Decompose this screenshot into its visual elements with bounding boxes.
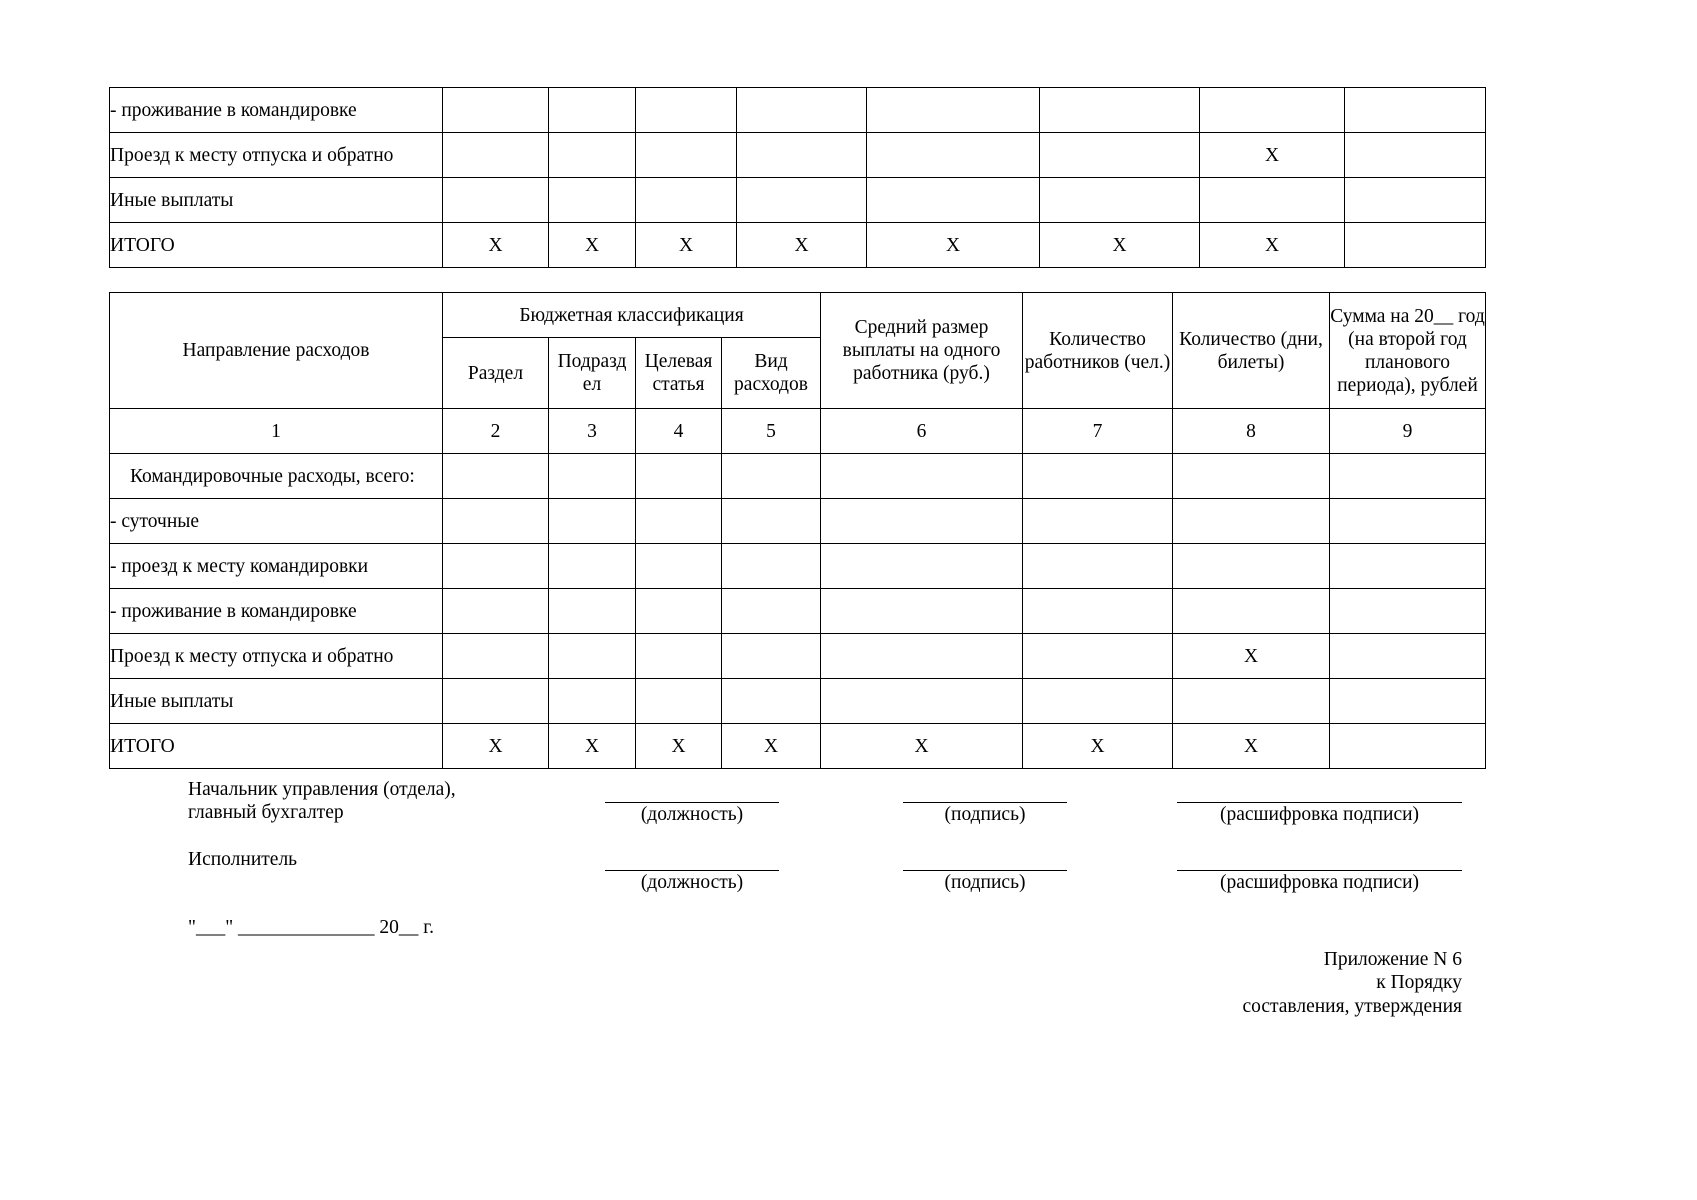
table-cell (636, 178, 737, 223)
column-number: 1 (110, 409, 443, 454)
appendix-line2: к Порядку (1376, 972, 1462, 994)
head-position-caption: (должность) (640, 804, 744, 825)
column-number: 3 (549, 409, 636, 454)
table-row (110, 178, 1486, 223)
table-cell (821, 499, 1023, 544)
row-label: - проживание в командировке (110, 589, 443, 634)
table-cell (1173, 454, 1330, 499)
table-cell (1330, 634, 1486, 679)
table-cell (549, 589, 636, 634)
table-cell: X (636, 724, 722, 769)
table-cell (1330, 499, 1486, 544)
row-label: - проживание в командировке (110, 88, 443, 133)
table-cell (1330, 679, 1486, 724)
header-quantity: Количество (дни, билеты) (1173, 293, 1330, 409)
table-cell (1345, 88, 1486, 133)
table-row (110, 88, 1486, 133)
table-cell (549, 544, 636, 589)
row-label: Иные выплаты (110, 178, 443, 223)
table-cell (549, 454, 636, 499)
header-workers-count: Количество работников (чел.) (1023, 293, 1173, 409)
table-cell: X (867, 223, 1040, 268)
head-signature-line (903, 802, 1067, 803)
table-cell (636, 634, 722, 679)
table-cell (549, 133, 636, 178)
executor-decoding-line (1177, 870, 1462, 871)
table-cell (1173, 499, 1330, 544)
head-decoding-line (1177, 802, 1462, 803)
head-label-line1: Начальник управления (отдела), (188, 779, 456, 800)
table-row (110, 544, 1486, 589)
header-expense-type: Вид расходов (722, 338, 821, 409)
table-cell (1173, 679, 1330, 724)
column-number: 8 (1173, 409, 1330, 454)
appendix-line1: Приложение N 6 (1323, 949, 1462, 970)
table-cell (636, 679, 722, 724)
header-direction: Направление расходов (110, 293, 443, 409)
table-cell (1023, 499, 1173, 544)
column-number: 7 (1023, 409, 1173, 454)
row-label: - проезд к месту командировки (110, 544, 443, 589)
table-cell (636, 88, 737, 133)
table-cell (1040, 88, 1200, 133)
table-cell (867, 88, 1040, 133)
table-cell (821, 589, 1023, 634)
table-cell (867, 178, 1040, 223)
head-signature-caption: (подпись) (944, 804, 1026, 825)
table-row (110, 223, 1486, 268)
table-cell: X (722, 724, 821, 769)
table-cell (821, 634, 1023, 679)
column-number: 5 (722, 409, 821, 454)
table-cell (1173, 589, 1330, 634)
table-cell (1023, 544, 1173, 589)
table-cell (636, 499, 722, 544)
table-cell (1040, 178, 1200, 223)
header-section: Раздел (443, 338, 549, 409)
head-decoding-caption: (расшифровка подписи) (1219, 804, 1420, 825)
table-cell (821, 679, 1023, 724)
table-cell (1330, 724, 1486, 769)
table-cell (821, 544, 1023, 589)
header-subsection: Подразд ел (549, 338, 636, 409)
table-cell: X (549, 223, 636, 268)
table-cell (443, 679, 549, 724)
table-cell (443, 178, 549, 223)
table-row (110, 724, 1486, 769)
table-cell (443, 499, 549, 544)
table-cell (443, 634, 549, 679)
table-cell (1200, 88, 1345, 133)
table-row (110, 679, 1486, 724)
table-cell (443, 133, 549, 178)
table-cell: X (821, 724, 1023, 769)
table-cell: X (1173, 634, 1330, 679)
head-label (188, 778, 456, 825)
column-number: 2 (443, 409, 549, 454)
column-number: 4 (636, 409, 722, 454)
header-budget-classification: Бюджетная классификация (443, 293, 821, 338)
table-cell (549, 499, 636, 544)
table-cell (636, 544, 722, 589)
table-cell: X (1173, 724, 1330, 769)
expenses-table-continuation (109, 87, 1486, 268)
table-cell (722, 499, 821, 544)
table-cell (722, 679, 821, 724)
table-cell (1330, 544, 1486, 589)
table-cell (443, 454, 549, 499)
header-sum: Сумма на 20__ год (на второй год планового периода), рублей (1330, 293, 1486, 409)
table-cell (1330, 454, 1486, 499)
row-label: ИТОГО (110, 223, 443, 268)
table-cell (737, 88, 867, 133)
row-label: Проезд к месту отпуска и обратно (110, 634, 443, 679)
table-cell: X (1200, 223, 1345, 268)
table-cell: X (443, 724, 549, 769)
table-cell (443, 589, 549, 634)
table-cell (1023, 589, 1173, 634)
appendix-line3: составления, утверждения (1242, 995, 1462, 1017)
table-cell (1345, 133, 1486, 178)
table-cell: X (1040, 223, 1200, 268)
table-cell (1345, 178, 1486, 223)
table-cell (443, 88, 549, 133)
table-row (110, 634, 1486, 679)
travel-expenses-table (109, 292, 1486, 769)
head-position-line (605, 802, 779, 803)
table-cell (636, 454, 722, 499)
column-number: 6 (821, 409, 1023, 454)
row-label: Проезд к месту отпуска и обратно (110, 133, 443, 178)
column-numbers-row (110, 409, 1486, 454)
executor-decoding-caption: (расшифровка подписи) (1219, 872, 1420, 893)
table-cell: X (636, 223, 737, 268)
table-cell (1200, 178, 1345, 223)
table-row (110, 133, 1486, 178)
table-cell (1040, 133, 1200, 178)
table-cell (737, 133, 867, 178)
table-cell (722, 634, 821, 679)
row-label: Командировочные расходы, всего: (110, 454, 443, 499)
header-target-article: Целевая статья (636, 338, 722, 409)
executor-position-caption: (должность) (640, 872, 744, 893)
column-number: 9 (1330, 409, 1486, 454)
table-cell (1023, 454, 1173, 499)
table-cell (549, 178, 636, 223)
row-label: - суточные (110, 499, 443, 544)
table-cell (821, 454, 1023, 499)
table-cell (737, 178, 867, 223)
table-row (110, 589, 1486, 634)
table-cell: X (549, 724, 636, 769)
date-line: "___" ______________ 20__ г. (188, 917, 434, 938)
table-cell (1023, 634, 1173, 679)
table-cell (1345, 223, 1486, 268)
table-row (110, 454, 1486, 499)
table-cell (549, 88, 636, 133)
table-cell (636, 589, 722, 634)
table-cell: X (737, 223, 867, 268)
table-cell (443, 544, 549, 589)
head-label-line2: главный бухгалтер (188, 802, 344, 824)
appendix-note (1242, 948, 1462, 1018)
table-cell (722, 589, 821, 634)
header-average-payment: Средний размер выплаты на одного работника (руб.) (821, 293, 1023, 409)
table-cell (1330, 589, 1486, 634)
executor-signature-caption: (подпись) (944, 872, 1026, 893)
row-label: Иные выплаты (110, 679, 443, 724)
table-cell: X (1200, 133, 1345, 178)
table-cell: X (443, 223, 549, 268)
table-cell (722, 454, 821, 499)
table-cell (1023, 679, 1173, 724)
table-cell (1173, 544, 1330, 589)
table-cell: X (1023, 724, 1173, 769)
table-row (110, 499, 1486, 544)
table-cell (867, 133, 1040, 178)
table-cell (549, 634, 636, 679)
table-cell (636, 133, 737, 178)
table-cell (549, 679, 636, 724)
table-cell (722, 544, 821, 589)
row-label: ИТОГО (110, 724, 443, 769)
executor-label: Исполнитель (188, 849, 298, 870)
executor-position-line (605, 870, 779, 871)
executor-signature-line (903, 870, 1067, 871)
